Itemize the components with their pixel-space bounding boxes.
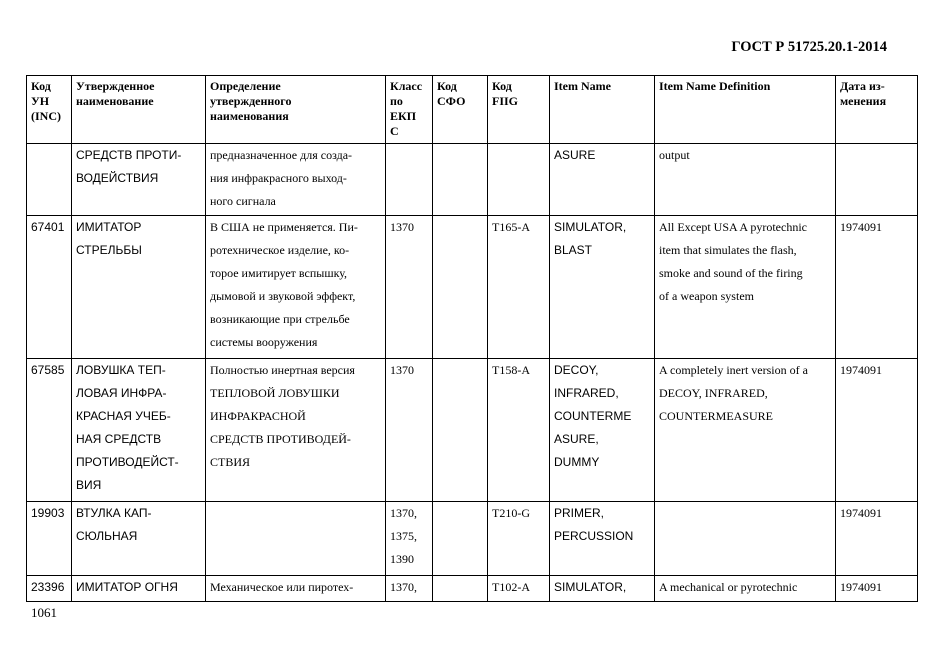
table-body	[27, 144, 918, 602]
cell-line: 1974091	[840, 580, 882, 594]
cell-line: СТВИЯ	[210, 455, 251, 469]
page-number: 1061	[31, 605, 57, 620]
cell-line: ASURE,	[554, 432, 599, 446]
change-date-cell	[836, 502, 918, 576]
table-header-row	[27, 76, 918, 144]
header-line: С	[390, 124, 399, 138]
table-row	[27, 144, 918, 216]
fiig-cell	[488, 359, 550, 502]
cell-line: COUNTERMEASURE	[659, 409, 774, 423]
cell-line: В США не применяется. Пи-	[210, 220, 358, 234]
cell-line: BLAST	[554, 243, 593, 257]
cell-line: ЛОВАЯ ИНФРА-	[76, 386, 167, 400]
class-cell	[386, 359, 433, 502]
definition-cell	[206, 216, 386, 359]
header-line: Item Name	[554, 79, 611, 93]
cell-line: ЛОВУШКА ТЕП-	[76, 363, 166, 377]
inc-code-cell	[27, 216, 72, 359]
approved-name-cell	[72, 576, 206, 602]
approved-name-cell	[72, 502, 206, 576]
approved-name-cell	[72, 359, 206, 502]
cell-line: All Except USA A pyrotechnic	[659, 220, 807, 234]
header-line: наименование	[76, 94, 154, 108]
class-cell	[386, 216, 433, 359]
cell-line: 23396	[31, 580, 65, 594]
nomenclature-table	[26, 75, 918, 602]
cell-line: ВОДЕЙСТВИЯ	[76, 171, 159, 185]
cell-line: предназначенное для созда-	[210, 148, 353, 162]
item-name-cell	[550, 576, 655, 602]
class-cell	[386, 502, 433, 576]
cell-line: PERCUSSION	[554, 529, 634, 543]
cell-line: 1974091	[840, 220, 882, 234]
header-item-name-definition	[655, 76, 836, 144]
cell-line: ВТУЛКА КАП-	[76, 506, 152, 520]
item-definition-cell	[655, 502, 836, 576]
cell-line: 67585	[31, 363, 65, 377]
sfo-cell	[433, 502, 488, 576]
approved-name-cell	[72, 216, 206, 359]
header-approved-name	[72, 76, 206, 144]
header-line: Код	[437, 79, 457, 93]
cell-line: 1370,	[390, 506, 417, 520]
cell-line: output	[659, 148, 690, 162]
definition-cell	[206, 576, 386, 602]
cell-line: ИМИТАТОР ОГНЯ	[76, 580, 178, 594]
cell-line: ВИЯ	[76, 478, 102, 492]
cell-line: 1375,	[390, 529, 417, 543]
cell-line: ASURE	[554, 148, 596, 162]
cell-line: T210-G	[492, 506, 530, 520]
header-line: менения	[840, 94, 887, 108]
cell-line: дымовой и звуковой эффект,	[210, 289, 356, 303]
definition-cell	[206, 502, 386, 576]
cell-line: T165-A	[492, 220, 530, 234]
cell-line: COUNTERME	[554, 409, 632, 423]
header-change-date	[836, 76, 918, 144]
cell-line: SIMULATOR,	[554, 220, 627, 234]
cell-line: PRIMER,	[554, 506, 605, 520]
definition-cell	[206, 359, 386, 502]
fiig-cell	[488, 216, 550, 359]
cell-line: item that simulates the flash,	[659, 243, 797, 257]
item-definition-cell	[655, 359, 836, 502]
header-item-name	[550, 76, 655, 144]
cell-line: СТРЕЛЬБЫ	[76, 243, 142, 257]
cell-line: ротехническое изделие, ко-	[210, 243, 350, 257]
item-definition-cell	[655, 576, 836, 602]
change-date-cell	[836, 576, 918, 602]
header-code-sfo	[433, 76, 488, 144]
header-line: Утвержденное	[76, 79, 155, 93]
cell-line: СРЕДСТВ ПРОТИ-	[76, 148, 182, 162]
cell-line: T102-A	[492, 580, 530, 594]
cell-line: СРЕДСТВ ПРОТИВОДЕЙ-	[210, 432, 351, 446]
inc-code-cell	[27, 359, 72, 502]
item-name-cell	[550, 359, 655, 502]
cell-line: SIMULATOR,	[554, 580, 627, 594]
cell-line: НАЯ СРЕДСТВ	[76, 432, 162, 446]
header-line: Item Name Definition	[659, 79, 771, 93]
sfo-cell	[433, 216, 488, 359]
inc-code-cell	[27, 502, 72, 576]
table-row	[27, 576, 918, 602]
header-definition	[206, 76, 386, 144]
cell-line: системы вооружения	[210, 335, 318, 349]
cell-line: A completely inert version of a	[659, 363, 808, 377]
header-line: Код	[31, 79, 51, 93]
cell-line: smoke and sound of the firing	[659, 266, 803, 280]
cell-line: 1370	[390, 363, 414, 377]
header-line: по	[390, 94, 403, 108]
cell-line: Полностью инертная версия	[210, 363, 355, 377]
header-line: УН	[31, 94, 50, 108]
change-date-cell	[836, 144, 918, 216]
document-code: ГОСТ Р 51725.20.1-2014	[731, 39, 887, 55]
inc-code-cell	[27, 576, 72, 602]
cell-line: A mechanical or pyrotechnic	[659, 580, 798, 594]
item-name-cell	[550, 502, 655, 576]
header-line: утвержденного	[210, 94, 292, 108]
cell-line: СЮЛЬНАЯ	[76, 529, 138, 543]
header-line: Класс	[390, 79, 423, 93]
sfo-cell	[433, 144, 488, 216]
cell-line: возникающие при стрельбе	[210, 312, 350, 326]
cell-line: T158-A	[492, 363, 530, 377]
cell-line: ИМИТАТОР	[76, 220, 142, 234]
cell-line: торое имитирует вспышку,	[210, 266, 348, 280]
cell-line: 1974091	[840, 363, 882, 377]
cell-line: 1974091	[840, 506, 882, 520]
item-name-cell	[550, 144, 655, 216]
cell-line: ТЕПЛОВОЙ ЛОВУШКИ	[210, 386, 340, 400]
class-cell	[386, 144, 433, 216]
cell-line: КРАСНАЯ УЧЕБ-	[76, 409, 171, 423]
cell-line: ния инфракрасного выход-	[210, 171, 347, 185]
cell-line: ПРОТИВОДЕЙСТ-	[76, 455, 179, 469]
cell-line: of a weapon system	[659, 289, 754, 303]
item-name-cell	[550, 216, 655, 359]
cell-line: ного сигнала	[210, 194, 276, 208]
header-line: ЕКП	[390, 109, 417, 123]
fiig-cell	[488, 144, 550, 216]
cell-line: 19903	[31, 506, 65, 520]
header-code-fiig	[488, 76, 550, 144]
header-line: СФО	[437, 94, 466, 108]
change-date-cell	[836, 216, 918, 359]
table-row	[27, 216, 918, 359]
cell-line: ИНФРАКРАСНОЙ	[210, 409, 306, 423]
header-line: Код	[492, 79, 512, 93]
cell-line: 1390	[390, 552, 414, 566]
sfo-cell	[433, 359, 488, 502]
inc-code-cell	[27, 144, 72, 216]
table-row	[27, 359, 918, 502]
cell-line: INFRARED,	[554, 386, 619, 400]
header-line: наименования	[210, 109, 289, 123]
item-definition-cell	[655, 216, 836, 359]
approved-name-cell	[72, 144, 206, 216]
header-line: Определение	[210, 79, 281, 93]
cell-line: 1370,	[390, 580, 417, 594]
table-row	[27, 502, 918, 576]
cell-line: DECOY,	[554, 363, 599, 377]
cell-line: DECOY, INFRARED,	[659, 386, 768, 400]
cell-line: 67401	[31, 220, 65, 234]
header-line: FIIG	[492, 94, 519, 108]
definition-cell	[206, 144, 386, 216]
class-cell	[386, 576, 433, 602]
cell-line: 1370	[390, 220, 414, 234]
cell-line: DUMMY	[554, 455, 600, 469]
change-date-cell	[836, 359, 918, 502]
header-line: (INC)	[31, 109, 61, 123]
header-line: Дата из-	[840, 79, 885, 93]
header-class-fsc	[386, 76, 433, 144]
fiig-cell	[488, 502, 550, 576]
sfo-cell	[433, 576, 488, 602]
cell-line: Механическое или пиротех-	[210, 580, 354, 594]
fiig-cell	[488, 576, 550, 602]
header-code-inc	[27, 76, 72, 144]
item-definition-cell	[655, 144, 836, 216]
